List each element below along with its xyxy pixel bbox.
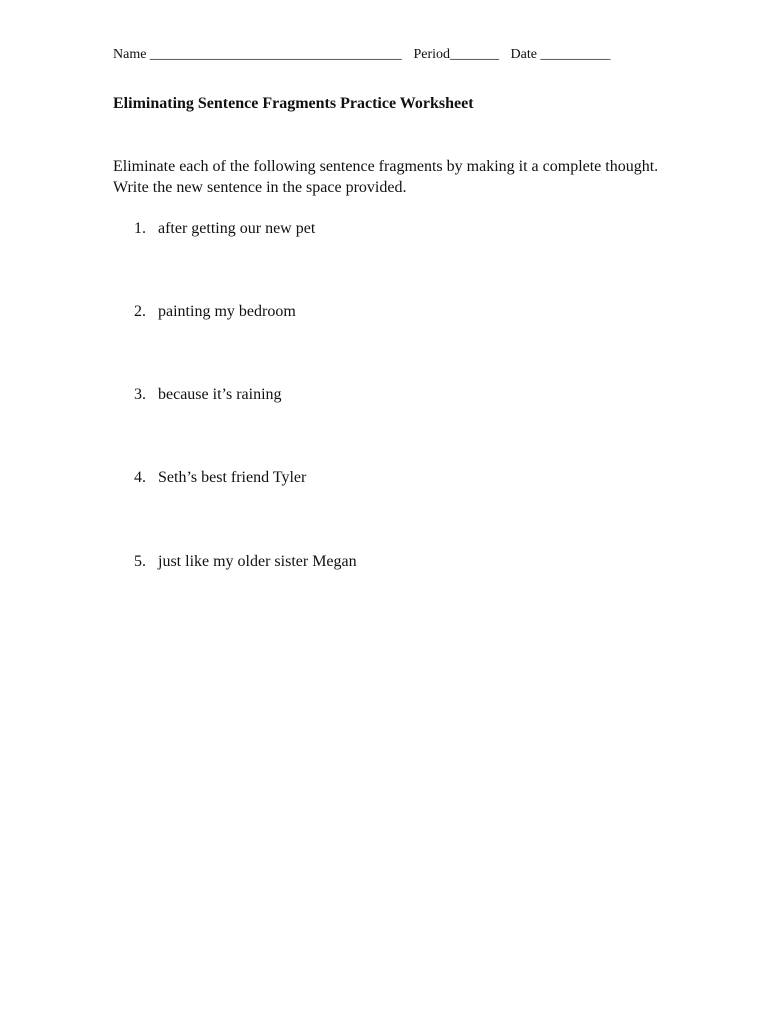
instructions: Eliminate each of the following sentence fragments by making it a complete thought. Write the new sentence in the space provided. bbox=[113, 158, 659, 196]
item-number: 1. bbox=[134, 220, 146, 237]
item-text: because it’s raining bbox=[158, 386, 282, 403]
item-text: just like my older sister Megan bbox=[158, 553, 357, 570]
item-text: painting my bedroom bbox=[158, 303, 296, 320]
name-field[interactable]: Name ____________________________________ bbox=[113, 47, 402, 62]
item-text: after getting our new pet bbox=[158, 220, 316, 237]
list-item bbox=[134, 553, 357, 571]
item-number: 3. bbox=[134, 386, 146, 403]
student-info-line bbox=[113, 47, 610, 63]
list-item bbox=[134, 386, 282, 404]
item-number: 2. bbox=[134, 303, 146, 320]
period-field[interactable]: Period_______ bbox=[413, 47, 499, 62]
item-number: 5. bbox=[134, 553, 146, 570]
list-item bbox=[134, 220, 315, 238]
item-number: 4. bbox=[134, 469, 146, 486]
date-field[interactable]: Date __________ bbox=[510, 47, 611, 62]
list-item bbox=[134, 303, 296, 321]
list-item bbox=[134, 469, 306, 487]
item-text: Seth’s best friend Tyler bbox=[158, 469, 307, 486]
worksheet-title: Eliminating Sentence Fragments Practice Worksheet bbox=[113, 95, 474, 112]
